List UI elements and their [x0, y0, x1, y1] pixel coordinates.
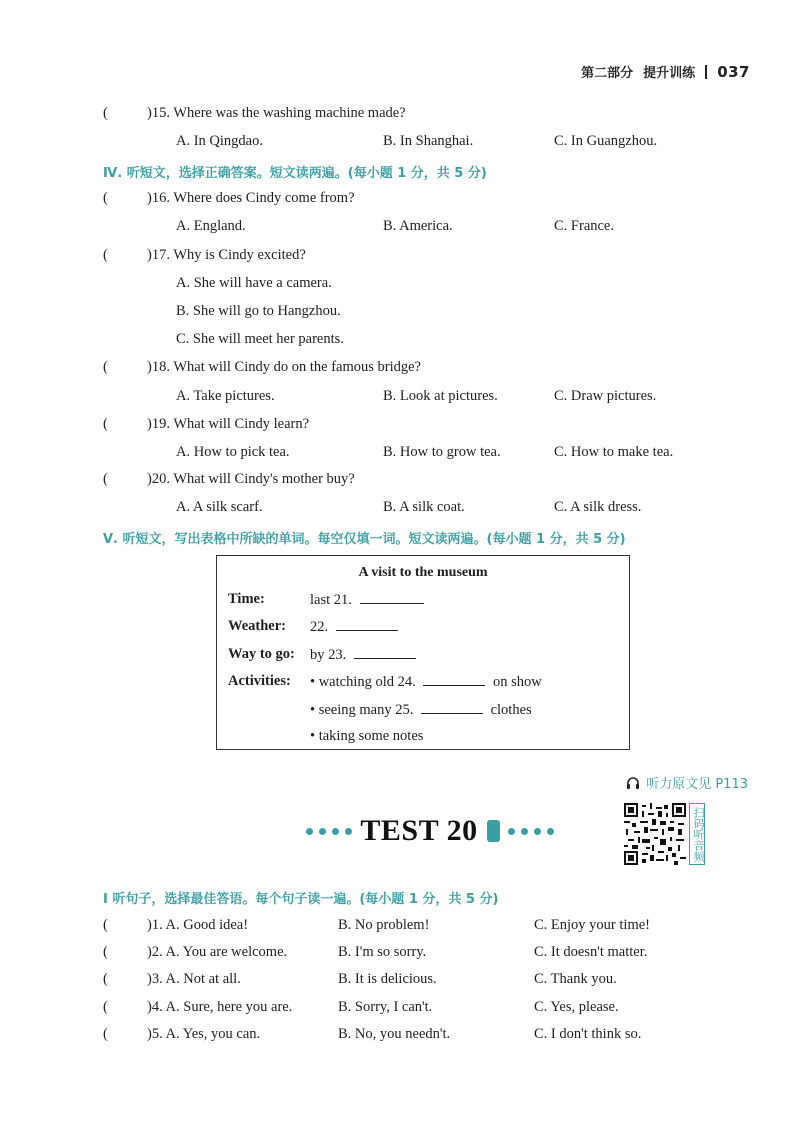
qr-code-icon[interactable]: [624, 803, 686, 865]
option-b: B. She will go to Hangzhou.: [176, 303, 341, 319]
option-b: B. I'm so sorry.: [338, 944, 427, 960]
headphones-icon: [626, 776, 640, 790]
activity-1-suffix: on show: [493, 674, 542, 690]
option-b: B. No, you needn't.: [338, 1026, 451, 1042]
activities-label: Activities:: [228, 673, 291, 689]
answer-paren[interactable]: (: [103, 247, 108, 263]
header-section: 提升训练: [643, 66, 696, 81]
question-stem: )15. Where was the washing machine made?: [147, 105, 406, 121]
option-a: A. Take pictures.: [176, 388, 275, 404]
option-b: B. America.: [383, 218, 453, 234]
decor-dots-left: [306, 828, 352, 835]
option-a: A. She will have a camera.: [176, 275, 332, 291]
page-number: 037: [717, 62, 750, 81]
activity-3-text: • taking some notes: [310, 728, 424, 744]
museum-visit-table: [216, 555, 630, 750]
header-divider: [705, 65, 707, 79]
option-a: )5. A. Yes, you can.: [147, 1026, 261, 1042]
activity-3: [310, 728, 423, 745]
blank-25[interactable]: [421, 701, 483, 714]
listening-transcript-ref: [626, 773, 748, 792]
time-label: Time:: [228, 591, 265, 607]
table-title: A visit to the museum: [358, 565, 488, 580]
qr-label: 扫码听音频: [689, 803, 705, 865]
option-b: B. No problem!: [338, 917, 430, 933]
decor-dots-right: [508, 828, 554, 835]
question-stem: )17. Why is Cindy excited?: [147, 247, 306, 263]
option-a: )2. A. You are welcome.: [147, 944, 288, 960]
question-stem: )19. What will Cindy learn?: [147, 416, 310, 432]
activity-2: [310, 701, 532, 719]
option-b: B. Sorry, I can't.: [338, 999, 433, 1015]
page-header: [581, 62, 750, 81]
weather-value: 22.: [310, 619, 329, 635]
option-c: C. How to make tea.: [554, 444, 674, 460]
option-a: A. In Qingdao.: [176, 133, 263, 149]
option-c: C. It doesn't matter.: [534, 944, 648, 960]
option-c: C. She will meet her parents.: [176, 331, 344, 347]
activity-1-text: • watching old 24.: [310, 674, 416, 690]
option-c: C. I don't think so.: [534, 1026, 642, 1042]
blank-23[interactable]: [354, 646, 416, 659]
activity-2-suffix: clothes: [490, 702, 532, 718]
activity-2-text: • seeing many 25.: [310, 702, 414, 718]
way-label: Way to go:: [228, 646, 295, 662]
option-c: C. Enjoy your time!: [534, 917, 650, 933]
question-stem: )18. What will Cindy do on the famous bridge?: [147, 359, 421, 375]
option-c: C. In Guangzhou.: [554, 133, 658, 149]
option-c: C. Yes, please.: [534, 999, 619, 1015]
option-a: )4. A. Sure, here you are.: [147, 999, 293, 1015]
way-row: [310, 646, 416, 664]
option-b: B. In Shanghai.: [383, 133, 474, 149]
answer-paren[interactable]: (: [103, 471, 108, 487]
answer-paren[interactable]: (: [103, 971, 108, 987]
blank-21[interactable]: [360, 591, 424, 604]
answer-paren[interactable]: (: [103, 416, 108, 432]
option-c: C. France.: [554, 218, 614, 234]
option-a: A. How to pick tea.: [176, 444, 290, 460]
seal-icon: [487, 820, 500, 842]
answer-paren[interactable]: (: [103, 944, 108, 960]
blank-22[interactable]: [336, 618, 398, 631]
time-value: last 21.: [310, 592, 352, 608]
answer-paren[interactable]: (: [103, 917, 108, 933]
option-a: A. England.: [176, 218, 246, 234]
weather-label: Weather:: [228, 618, 286, 634]
blank-24[interactable]: [423, 673, 485, 686]
option-b: B. Look at pictures.: [383, 388, 498, 404]
answer-paren[interactable]: (: [103, 1026, 108, 1042]
option-a: )1. A. Good idea!: [147, 917, 249, 933]
option-c: C. Thank you.: [534, 971, 617, 987]
part-1-title: Ⅰ 听句子，选择最佳答语。每个句子读一遍。(每小题 1 分，共 5 分): [103, 892, 499, 907]
test-title: TEST 20: [360, 814, 478, 847]
activity-1: [310, 673, 542, 691]
test-heading: [280, 814, 580, 848]
weather-row: [310, 618, 398, 636]
question-stem: )16. Where does Cindy come from?: [147, 190, 355, 206]
option-b: B. It is delicious.: [338, 971, 437, 987]
answer-paren[interactable]: (: [103, 359, 108, 375]
answer-paren[interactable]: (: [103, 999, 108, 1015]
section-5-title: Ⅴ. 听短文，写出表格中所缺的单词。每空仅填一词。短文读两遍。(每小题 1 分，共 5 分): [103, 532, 626, 547]
answer-paren[interactable]: (: [103, 105, 108, 121]
section-4-title: Ⅳ. 听短文，选择正确答案。短文读两遍。(每小题 1 分，共 5 分): [103, 166, 487, 181]
listening-ref-text: 听力原文见 P113: [646, 777, 748, 792]
option-b: B. A silk coat.: [383, 499, 465, 515]
option-c: C. Draw pictures.: [554, 388, 657, 404]
option-c: C. A silk dress.: [554, 499, 642, 515]
header-part: 第二部分: [581, 66, 634, 81]
option-a: A. A silk scarf.: [176, 499, 263, 515]
option-a: )3. A. Not at all.: [147, 971, 241, 987]
answer-paren[interactable]: (: [103, 190, 108, 206]
way-value: by 23.: [310, 647, 347, 663]
question-stem: )20. What will Cindy's mother buy?: [147, 471, 355, 487]
option-b: B. How to grow tea.: [383, 444, 501, 460]
time-row: [310, 591, 424, 609]
